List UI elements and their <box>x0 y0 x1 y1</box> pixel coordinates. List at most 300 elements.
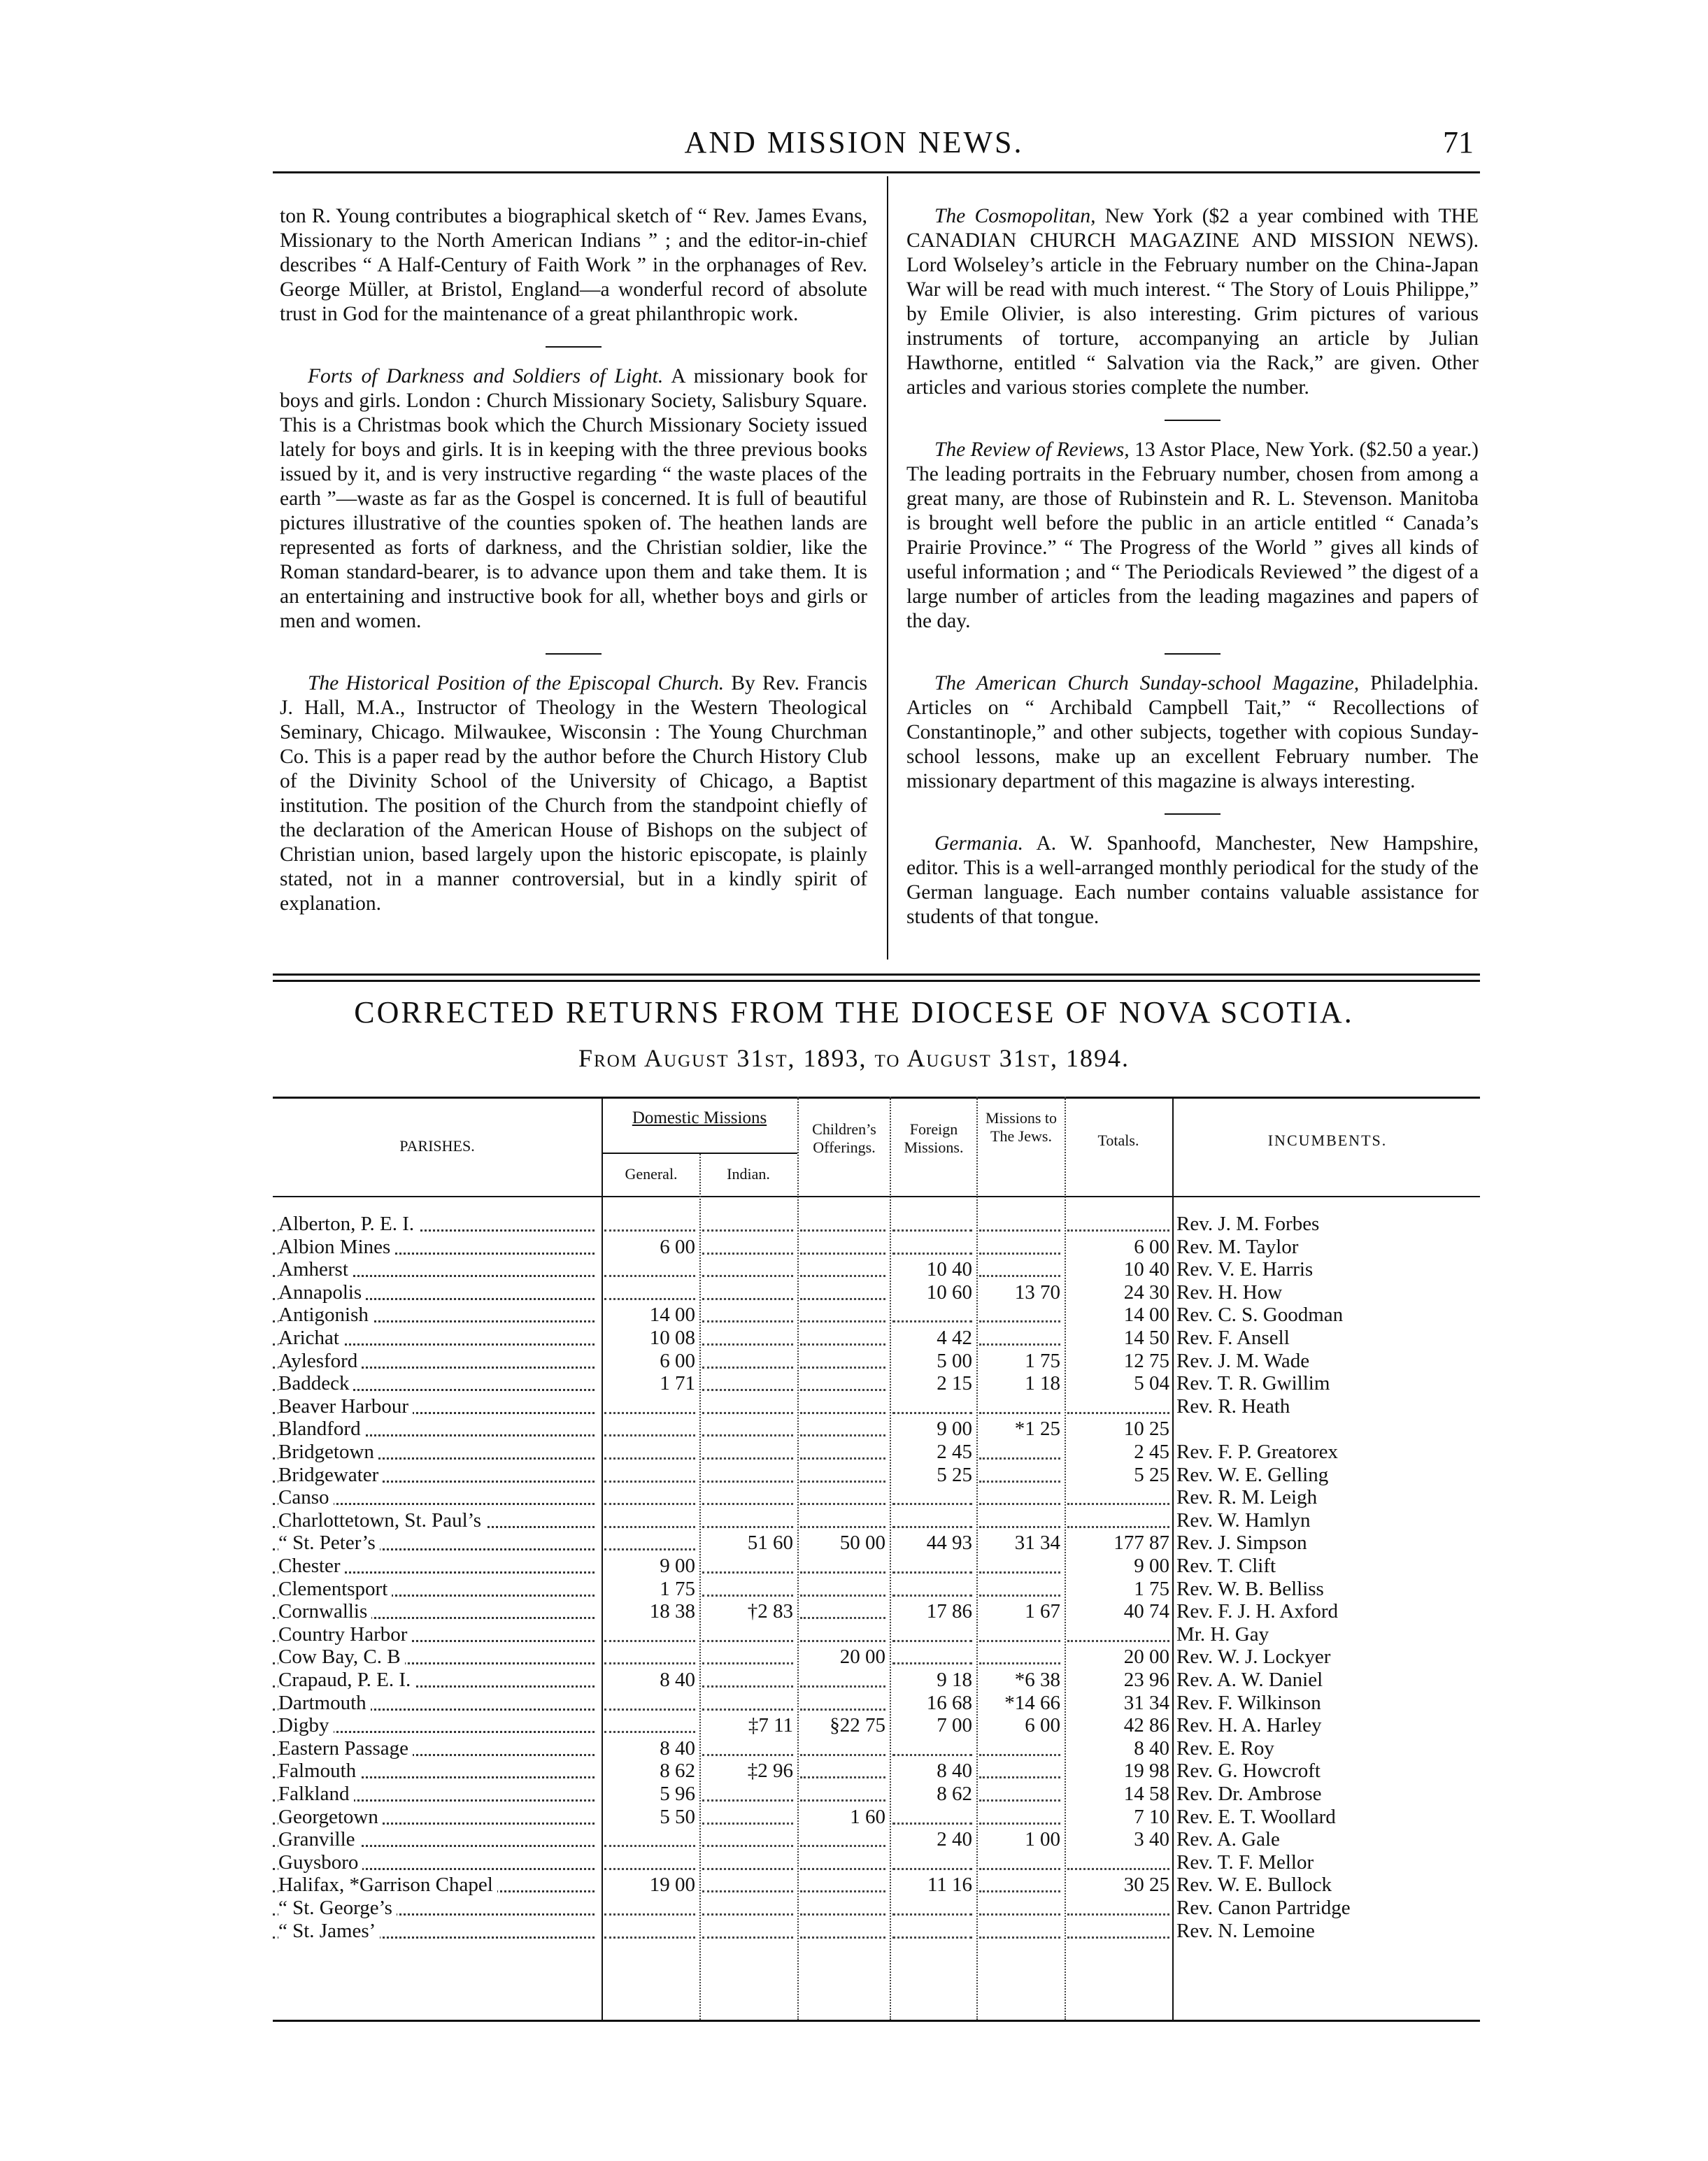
table-row <box>273 1441 1480 1464</box>
empty-cell-leader <box>1067 1526 1169 1528</box>
review-text: New York ($2 a year combined with THE CANADIAN CHURCH MAGAZINE AND MISSION NEWS). Lord Wolseley’s article in the February number on the China-Japan War will be read with much interest. “ The Story of Louis Philippe,” by Emile Olivier, is also interesting. Grim pictures of various instruments of torture, accompanying an article by Julian Hawthorne, entitled “ Salvation via the Rack,” are given. Other articles and various stories complete the number. <box>906 205 1479 399</box>
foreign-amount: 7 00 <box>937 1714 972 1737</box>
header-domestic-missions: Domestic Missions <box>632 1108 767 1127</box>
childrens-amount: 20 00 <box>839 1646 885 1669</box>
total-amount: 24 30 <box>1123 1281 1169 1304</box>
general-amount: 6 00 <box>660 1349 695 1372</box>
running-header: AND MISSION NEWS. <box>684 125 1024 159</box>
table-row <box>273 1692 1480 1715</box>
empty-cell-leader <box>800 1412 885 1414</box>
incumbent-name: Rev. W. J. Lockyer <box>1176 1646 1331 1669</box>
jews-amount: 13 70 <box>1014 1281 1060 1304</box>
empty-cell-leader <box>702 1526 793 1528</box>
table-top-double-rule <box>273 973 1480 976</box>
empty-cell-leader <box>979 1640 1060 1642</box>
empty-cell-leader <box>702 1320 793 1322</box>
empty-cell-leader <box>800 1320 885 1322</box>
parish-name <box>278 1418 595 1440</box>
empty-cell-leader <box>702 1389 793 1391</box>
table-top-double-rule-second <box>273 980 1480 982</box>
table-row <box>273 1714 1480 1737</box>
empty-cell-leader <box>800 1389 885 1391</box>
general-amount: 9 00 <box>660 1555 695 1577</box>
empty-cell-leader <box>800 1457 885 1460</box>
empty-cell-leader <box>702 1662 793 1664</box>
total-amount: 3 40 <box>1134 1828 1169 1851</box>
foreign-amount: 8 40 <box>937 1760 972 1783</box>
parish-label: Falmouth <box>278 1760 360 1782</box>
parish-name <box>278 1486 595 1509</box>
general-amount: 5 50 <box>660 1805 695 1828</box>
parish-name <box>278 1350 595 1372</box>
total-amount: 5 04 <box>1134 1372 1169 1395</box>
parish-label: Alberton, P. E. I. <box>278 1213 418 1235</box>
incumbent-name: Mr. H. Gay <box>1176 1622 1269 1646</box>
review-paragraph <box>906 204 1479 400</box>
table-row <box>273 1760 1480 1783</box>
section-separator <box>546 346 602 348</box>
parish-label: Bridgetown <box>278 1441 378 1463</box>
foreign-amount: 10 40 <box>926 1258 972 1281</box>
parish-label: Albion Mines <box>278 1236 394 1258</box>
total-amount: 31 34 <box>1123 1691 1169 1714</box>
incumbent-name: Rev. F. Wilkinson <box>1176 1691 1321 1714</box>
incumbent-name: Rev. F. Ansell <box>1176 1327 1290 1349</box>
empty-cell-leader <box>800 1298 885 1300</box>
empty-cell-leader <box>979 1595 1060 1597</box>
parish-label: Chester <box>278 1555 345 1577</box>
parish-name <box>278 1395 595 1418</box>
empty-cell-leader <box>1067 1229 1169 1232</box>
empty-cell-leader <box>702 1640 793 1642</box>
general-amount: 8 40 <box>660 1669 695 1691</box>
parish-label: “ St. James’ <box>278 1920 380 1942</box>
parish-label: Bridgewater <box>278 1464 383 1486</box>
header-missions-to-jews: Missions to The Jews. <box>985 1109 1058 1145</box>
empty-cell-leader <box>604 1481 695 1483</box>
header-childrens-offerings: Children’s Offerings. <box>812 1120 876 1156</box>
empty-cell-leader <box>979 1776 1060 1778</box>
jews-amount: 1 00 <box>1025 1828 1060 1851</box>
parish-label: “ St. George’s <box>278 1897 397 1919</box>
review-text: 13 Astor Place, New York. ($2.50 a year.) The leading portraits in the February number, chosen from among a great many, are those of Rubinstein and R. L. Stevenson. Manitoba is brought well before the public in an article entitled “ Canada’s Prairie Province.” “ The Progress of the World ” gives all kinds of useful information ; and “ The Periodicals Reviewed ” the digest of a large number of articles from the leading magazines and papers of the day. <box>906 438 1479 632</box>
empty-cell-leader <box>702 1412 793 1414</box>
review-paragraph <box>280 204 867 327</box>
empty-cell-leader <box>800 1685 885 1688</box>
parish-label: Cornwallis <box>278 1600 371 1622</box>
empty-cell-leader <box>604 1526 695 1528</box>
jews-amount: *6 38 <box>1014 1669 1060 1691</box>
general-amount: 5 96 <box>660 1783 695 1805</box>
parish-label: Georgetown <box>278 1806 383 1828</box>
indian-amount: ‡2 96 <box>747 1760 793 1783</box>
parish-name <box>278 1874 595 1896</box>
total-amount: 42 86 <box>1123 1714 1169 1737</box>
parish-label: Canso <box>278 1486 334 1509</box>
parish-label: Arichat <box>278 1327 343 1349</box>
empty-cell-leader <box>979 1457 1060 1460</box>
empty-cell-leader <box>800 1367 885 1369</box>
table-row <box>273 1851 1480 1874</box>
jews-amount: *14 66 <box>1004 1691 1060 1714</box>
incumbent-name: Rev. V. E. Harris <box>1176 1258 1314 1281</box>
empty-cell-leader <box>702 1937 793 1939</box>
table-row <box>273 1418 1480 1441</box>
incumbent-name: Rev. Dr. Ambrose <box>1176 1783 1322 1805</box>
parish-name <box>278 1258 595 1281</box>
table-row <box>273 1395 1480 1418</box>
foreign-amount: 44 93 <box>926 1532 972 1555</box>
foreign-amount: 8 62 <box>937 1783 972 1805</box>
table-row <box>273 1920 1480 1943</box>
foreign-amount: 5 00 <box>937 1349 972 1372</box>
empty-cell-leader <box>800 1481 885 1483</box>
incumbent-name: Rev. C. S. Goodman <box>1176 1304 1344 1327</box>
table-header-top-rule <box>273 1097 1480 1099</box>
empty-cell-leader <box>604 1640 695 1642</box>
parish-name <box>278 1920 595 1942</box>
empty-cell-leader <box>702 1845 793 1847</box>
parish-name <box>278 1555 595 1577</box>
parish-name <box>278 1828 595 1850</box>
incumbent-name: Rev. H. How <box>1176 1281 1283 1304</box>
empty-cell-leader <box>604 1731 695 1733</box>
foreign-amount: 17 86 <box>926 1600 972 1623</box>
table-row <box>273 1350 1480 1373</box>
column-divider <box>887 176 888 960</box>
table-row <box>273 1897 1480 1920</box>
empty-cell-leader <box>702 1503 793 1505</box>
empty-cell-leader <box>604 1457 695 1460</box>
empty-cell-leader <box>800 1799 885 1802</box>
empty-cell-leader <box>979 1754 1060 1756</box>
jews-amount: *1 25 <box>1014 1418 1060 1441</box>
empty-cell-leader <box>979 1343 1060 1346</box>
empty-cell-leader <box>979 1868 1060 1870</box>
incumbent-name: Rev. G. Howcroft <box>1176 1760 1321 1783</box>
parish-name <box>278 1509 595 1532</box>
empty-cell-leader <box>979 1253 1060 1255</box>
parish-name <box>278 1692 595 1714</box>
header-indian: Indian. <box>727 1165 770 1183</box>
empty-cell-leader <box>702 1229 793 1232</box>
parish-name <box>278 1372 595 1395</box>
parish-name <box>278 1851 595 1874</box>
general-amount: 8 62 <box>660 1760 695 1783</box>
table-row <box>273 1464 1480 1487</box>
empty-cell-leader <box>979 1481 1060 1483</box>
parish-label: Amherst <box>278 1258 353 1281</box>
total-amount: 7 10 <box>1134 1805 1169 1828</box>
review-title: Forts of Darkness and Soldiers of Light. <box>308 365 664 387</box>
parish-name <box>278 1281 595 1304</box>
empty-cell-leader <box>702 1868 793 1870</box>
parish-name <box>278 1441 595 1463</box>
table-row <box>273 1304 1480 1327</box>
empty-cell-leader <box>702 1595 793 1597</box>
empty-cell-leader <box>800 1754 885 1756</box>
jews-amount: 1 75 <box>1025 1349 1060 1372</box>
table-subtitle: From August 31st, 1893, to August 31st, 1894. <box>578 1044 1130 1072</box>
table-row <box>273 1281 1480 1304</box>
total-amount: 5 25 <box>1134 1463 1169 1486</box>
general-amount: 10 08 <box>649 1327 695 1349</box>
parish-name <box>278 1669 595 1691</box>
empty-cell-leader <box>892 1229 972 1232</box>
empty-cell-leader <box>800 1595 885 1597</box>
empty-cell-leader <box>979 1571 1060 1574</box>
empty-cell-leader <box>702 1823 793 1825</box>
empty-cell-leader <box>892 1754 972 1756</box>
empty-cell-leader <box>604 1709 695 1711</box>
empty-cell-leader <box>604 1845 695 1847</box>
table-row <box>273 1669 1480 1692</box>
empty-cell-leader <box>702 1457 793 1460</box>
table-title: CORRECTED RETURNS FROM THE DIOCESE OF NOVA SCOTIA. <box>354 995 1354 1029</box>
table-row <box>273 1578 1480 1601</box>
empty-cell-leader <box>979 1503 1060 1505</box>
section-separator <box>546 653 602 655</box>
empty-cell-leader <box>892 1526 972 1528</box>
total-amount: 19 98 <box>1123 1760 1169 1783</box>
table-row <box>273 1623 1480 1646</box>
header-incumbents: INCUMBENTS. <box>1267 1132 1388 1149</box>
total-amount: 1 75 <box>1134 1577 1169 1600</box>
empty-cell-leader <box>702 1685 793 1688</box>
incumbent-name: Rev. R. Heath <box>1176 1395 1290 1418</box>
incumbent-name: Rev. J. Simpson <box>1176 1532 1307 1555</box>
empty-cell-leader <box>800 1434 885 1436</box>
parish-name <box>278 1236 595 1258</box>
parish-label: Granville <box>278 1828 360 1850</box>
empty-cell-leader <box>702 1298 793 1300</box>
empty-cell-leader <box>1067 1640 1169 1642</box>
empty-cell-leader <box>604 1434 695 1436</box>
total-amount: 20 00 <box>1123 1646 1169 1669</box>
parish-name <box>278 1578 595 1600</box>
table-row <box>273 1737 1480 1760</box>
empty-cell-leader <box>604 1662 695 1664</box>
parish-label: Beaver Harbour <box>278 1395 413 1418</box>
parish-name <box>278 1783 595 1805</box>
table-header-bottom-rule <box>273 1196 1480 1197</box>
parish-name <box>278 1327 595 1349</box>
total-amount: 2 45 <box>1134 1441 1169 1463</box>
empty-cell-leader <box>800 1937 885 1939</box>
incumbent-name: Rev. E. Roy <box>1176 1736 1274 1760</box>
foreign-amount: 5 25 <box>937 1463 972 1486</box>
foreign-amount: 4 42 <box>937 1327 972 1349</box>
empty-cell-leader <box>800 1526 885 1528</box>
empty-cell-leader <box>979 1412 1060 1414</box>
general-amount: 8 40 <box>660 1736 695 1760</box>
parish-label: “ St. Peter’s <box>278 1532 380 1554</box>
empty-cell-leader <box>604 1412 695 1414</box>
empty-cell-leader <box>800 1229 885 1232</box>
empty-cell-leader <box>800 1913 885 1916</box>
empty-cell-leader <box>892 1937 972 1939</box>
indian-amount: 51 60 <box>747 1532 793 1555</box>
empty-cell-leader <box>604 1868 695 1870</box>
empty-cell-leader <box>892 1412 972 1414</box>
table-row <box>273 1646 1480 1669</box>
foreign-amount: 2 40 <box>937 1828 972 1851</box>
childrens-amount: §22 75 <box>830 1714 885 1737</box>
table-row <box>273 1258 1480 1281</box>
review-title: The Review of Reviews, <box>934 438 1130 461</box>
parish-name <box>278 1737 595 1760</box>
empty-cell-leader <box>892 1503 972 1505</box>
incumbent-name: Rev. J. M. Wade <box>1176 1349 1310 1372</box>
incumbent-name: Rev. A. W. Daniel <box>1176 1669 1323 1691</box>
empty-cell-leader <box>702 1913 793 1916</box>
right-column <box>906 204 1479 929</box>
header-totals: Totals. <box>1097 1132 1139 1149</box>
incumbent-name: Rev. T. Clift <box>1176 1555 1276 1577</box>
table-row <box>273 1532 1480 1555</box>
empty-cell-leader <box>979 1937 1060 1939</box>
review-paragraph <box>280 364 867 634</box>
incumbent-name: Rev. F. P. Greatorex <box>1176 1441 1338 1463</box>
foreign-amount: 10 60 <box>926 1281 972 1304</box>
empty-cell-leader <box>979 1526 1060 1528</box>
parish-label: Halifax, *Garrison Chapel <box>278 1874 497 1896</box>
empty-cell-leader <box>702 1571 793 1574</box>
empty-cell-leader <box>604 1937 695 1939</box>
review-text: By Rev. Francis J. Hall, M.A., Instructor of Theology in the Western Theological Seminary, Chicago. Milwaukee, Wisconsin : The Young Churchman Co. This is a paper read by the author before the Church History Club of the Divinity School of the University of Chicago, a Baptist institution. The position of the Church from the standpoint chiefly of the declaration of the American House of Bishops on the subject of Christian union, based largely upon the historic episcopate, is plainly stated, not in a manner controversial, but in a kindly spirit of explanation. <box>280 672 868 915</box>
empty-cell-leader <box>892 1913 972 1916</box>
total-amount: 12 75 <box>1123 1349 1169 1372</box>
empty-cell-leader <box>702 1890 793 1892</box>
parish-label: Falkland <box>278 1783 354 1805</box>
parish-label: Blandford <box>278 1418 365 1440</box>
empty-cell-leader <box>702 1367 793 1369</box>
section-separator <box>1165 653 1220 655</box>
parish-name <box>278 1623 595 1646</box>
total-amount: 8 40 <box>1134 1736 1169 1760</box>
parish-label: Cow Bay, C. B <box>278 1646 405 1668</box>
incumbent-name: Rev. R. M. Leigh <box>1176 1486 1318 1509</box>
review-title: The Historical Position of the Episcopal Church. <box>308 672 725 694</box>
parish-name <box>278 1304 595 1326</box>
incumbent-name: Rev. W. E. Gelling <box>1176 1463 1329 1486</box>
empty-cell-leader <box>979 1913 1060 1916</box>
empty-cell-leader <box>702 1481 793 1483</box>
page-number: 71 <box>1443 125 1474 159</box>
empty-cell-leader <box>979 1799 1060 1802</box>
table-row <box>273 1806 1480 1829</box>
empty-cell-leader <box>892 1640 972 1642</box>
incumbent-name: Rev. T. R. Gwillim <box>1176 1372 1330 1395</box>
parish-name <box>278 1897 595 1919</box>
empty-cell-leader <box>800 1275 885 1277</box>
empty-cell-leader <box>800 1776 885 1778</box>
empty-cell-leader <box>800 1709 885 1711</box>
total-amount: 6 00 <box>1134 1235 1169 1258</box>
empty-cell-leader <box>702 1275 793 1277</box>
foreign-amount: 11 16 <box>927 1874 972 1897</box>
review-title: The American Church Sunday-school Magazine, <box>934 672 1360 694</box>
empty-cell-leader <box>979 1890 1060 1892</box>
parish-label: Crapaud, P. E. I. <box>278 1669 415 1691</box>
incumbent-name: Rev. F. J. H. Axford <box>1176 1600 1339 1623</box>
review-paragraph <box>906 832 1479 929</box>
table-row <box>273 1600 1480 1623</box>
empty-cell-leader <box>800 1253 885 1255</box>
section-separator <box>1165 420 1220 421</box>
total-amount: 30 25 <box>1123 1874 1169 1897</box>
general-amount: 1 75 <box>660 1577 695 1600</box>
review-title: Germania. <box>934 832 1024 855</box>
review-paragraph <box>906 671 1479 794</box>
parish-label: Country Harbor <box>278 1623 411 1646</box>
empty-cell-leader <box>702 1799 793 1802</box>
empty-cell-leader <box>1067 1913 1169 1916</box>
table-row <box>273 1783 1480 1806</box>
total-amount: 14 58 <box>1123 1783 1169 1805</box>
empty-cell-leader <box>800 1890 885 1892</box>
foreign-amount: 2 15 <box>937 1372 972 1395</box>
empty-cell-leader <box>800 1617 885 1619</box>
empty-cell-leader <box>702 1434 793 1436</box>
table-row <box>273 1828 1480 1851</box>
left-column <box>280 204 867 916</box>
empty-cell-leader <box>800 1868 885 1870</box>
empty-cell-leader <box>702 1754 793 1756</box>
review-text: A missionary book for boys and girls. London : Church Missionary Society, Salisbury Square. This is a Christmas book which the Church Missionary Society issued lately for boys and girls. It is in keeping with the three previous books issued by it, and is very instructive regarding “ the waste places of the earth ”—waste as far as the Gospel is concerned. It is full of beautiful pictures illustrative of the counties spoken of. The heathen lands are represented as forts of darkness, and the Christian soldier, like the Roman standard-bearer, is to advance upon them and take them. It is an entertaining and instructive book for all, whether boys and girls or men and women. <box>280 365 867 632</box>
total-amount: 40 74 <box>1123 1600 1169 1623</box>
review-text: A. W. Spanhoofd, Manchester, New Hampshire, editor. This is a well-arranged monthly periodical for the study of the German language. Each number contains valuable assistance for students of that tongue. <box>906 832 1479 928</box>
childrens-amount: 1 60 <box>850 1805 885 1828</box>
empty-cell-leader <box>800 1571 885 1574</box>
empty-cell-leader <box>892 1868 972 1870</box>
jews-amount: 31 34 <box>1014 1532 1060 1555</box>
empty-cell-leader <box>702 1343 793 1346</box>
review-title: The Cosmopolitan, <box>934 205 1096 227</box>
parish-name <box>278 1213 595 1235</box>
total-amount: 177 87 <box>1113 1532 1169 1555</box>
total-amount: 23 96 <box>1123 1669 1169 1691</box>
empty-cell-leader <box>604 1229 695 1232</box>
returns-table <box>273 1097 1480 2048</box>
empty-cell-leader <box>604 1298 695 1300</box>
table-row <box>273 1372 1480 1395</box>
parish-name <box>278 1714 595 1736</box>
foreign-amount: 9 00 <box>937 1418 972 1441</box>
empty-cell-leader <box>800 1845 885 1847</box>
indian-amount: †2 83 <box>747 1600 793 1623</box>
general-amount: 19 00 <box>649 1874 695 1897</box>
table-bottom-rule <box>273 2020 1480 2022</box>
general-amount: 6 00 <box>660 1235 695 1258</box>
parish-label: Guysboro <box>278 1851 362 1874</box>
parish-name <box>278 1760 595 1782</box>
empty-cell-leader <box>800 1343 885 1346</box>
empty-cell-leader <box>1067 1868 1169 1870</box>
empty-cell-leader <box>702 1253 793 1255</box>
parish-label: Aylesford <box>278 1350 362 1372</box>
empty-cell-leader <box>1067 1937 1169 1939</box>
general-amount: 1 71 <box>660 1372 695 1395</box>
jews-amount: 6 00 <box>1025 1714 1060 1737</box>
foreign-amount: 9 18 <box>937 1669 972 1691</box>
empty-cell-leader <box>892 1595 972 1597</box>
review-paragraph <box>906 438 1479 634</box>
incumbent-name: Rev. W. Hamlyn <box>1176 1509 1311 1532</box>
total-amount: 10 25 <box>1123 1418 1169 1441</box>
general-amount: 14 00 <box>649 1304 695 1327</box>
parish-name <box>278 1600 595 1622</box>
